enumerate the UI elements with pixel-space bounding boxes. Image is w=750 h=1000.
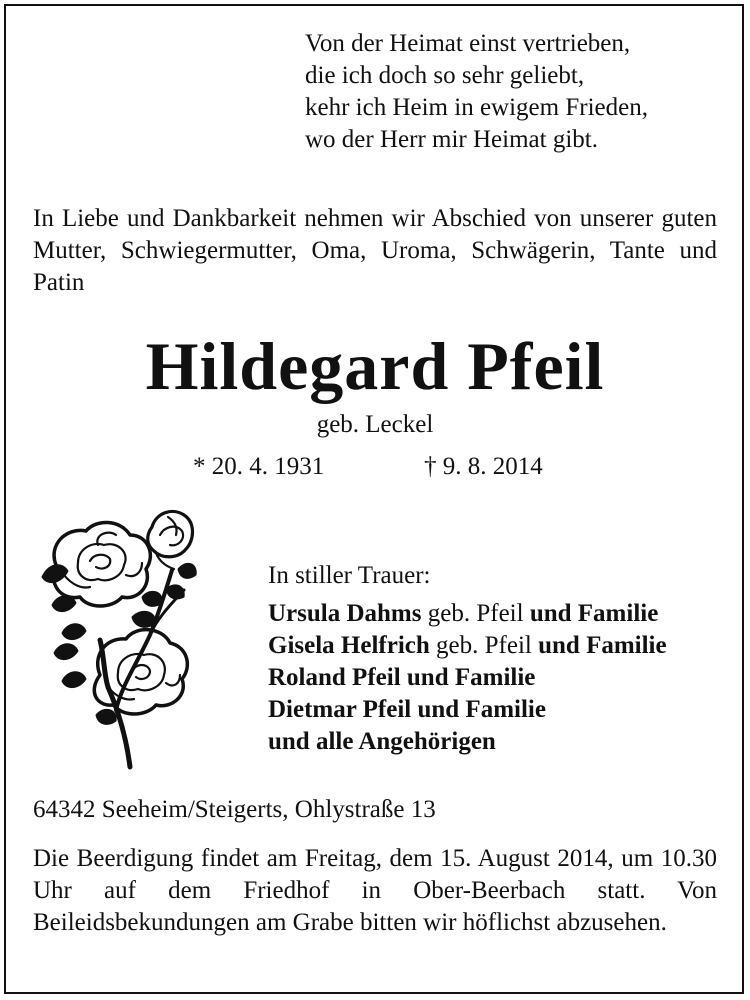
poem-line: kehr ich Heim in ewigem Frieden, [305,94,648,121]
birth-name-text: geb. Leckel [316,411,434,438]
rose-illustration [38,505,198,770]
poem-line: Von der Heimat einst vertrieben, [305,30,631,57]
mourner-suffix: und Familie [538,632,667,659]
family-address: 64342 Seeheim/Steigerts, Ohlystraße 13 [33,796,436,823]
intro-text: In Liebe und Dankbarkeit nehmen wir Abschied von unserer guten Mutter, Schwiegermutter, Oma, Uroma, Schwägerin, Tante und Patin [33,205,717,296]
birth-date: * 20. 4. 1931 [193,453,325,480]
poem [305,28,648,156]
birth-name [0,410,750,440]
poem-line: wo der Herr mir Heimat gibt. [305,126,598,153]
deceased-name: Hildegard Pfeil [145,328,605,404]
funeral-notice: Die Beerdigung findet am Freitag, dem 15. August 2014, um 10.30 Uhr auf dem Friedhof in Ober-Beerbach statt. Von Beileidsbekundungen am Grabe bitten wir höflichst abzusehen. [33,845,717,936]
mourner-row [268,598,667,630]
mourner-name: Dietmar Pfeil und Familie [268,696,546,723]
mourner-name: Roland Pfeil und Familie [268,664,536,691]
mourner-row [268,662,667,694]
mourner-name: Ursula Dahms [268,600,422,627]
mourner-suffix: und Familie [529,600,659,627]
poem-line: die ich doch so sehr geliebt, [305,62,585,89]
mourner-name: und alle Angehörigen [268,728,496,755]
death-date: † 9. 8. 2014 [424,453,543,480]
mourners-list [268,598,667,758]
mourner-birth-name: geb. Pfeil [421,600,530,627]
mourning-heading: In stiller Trauer: [268,562,431,589]
mourner-birth-name: geb. Pfeil [429,632,539,659]
mourner-row [268,630,667,662]
mourner-row [268,694,667,726]
mourner-name: Gisela Helfrich [268,632,430,659]
mourner-row [268,726,667,758]
